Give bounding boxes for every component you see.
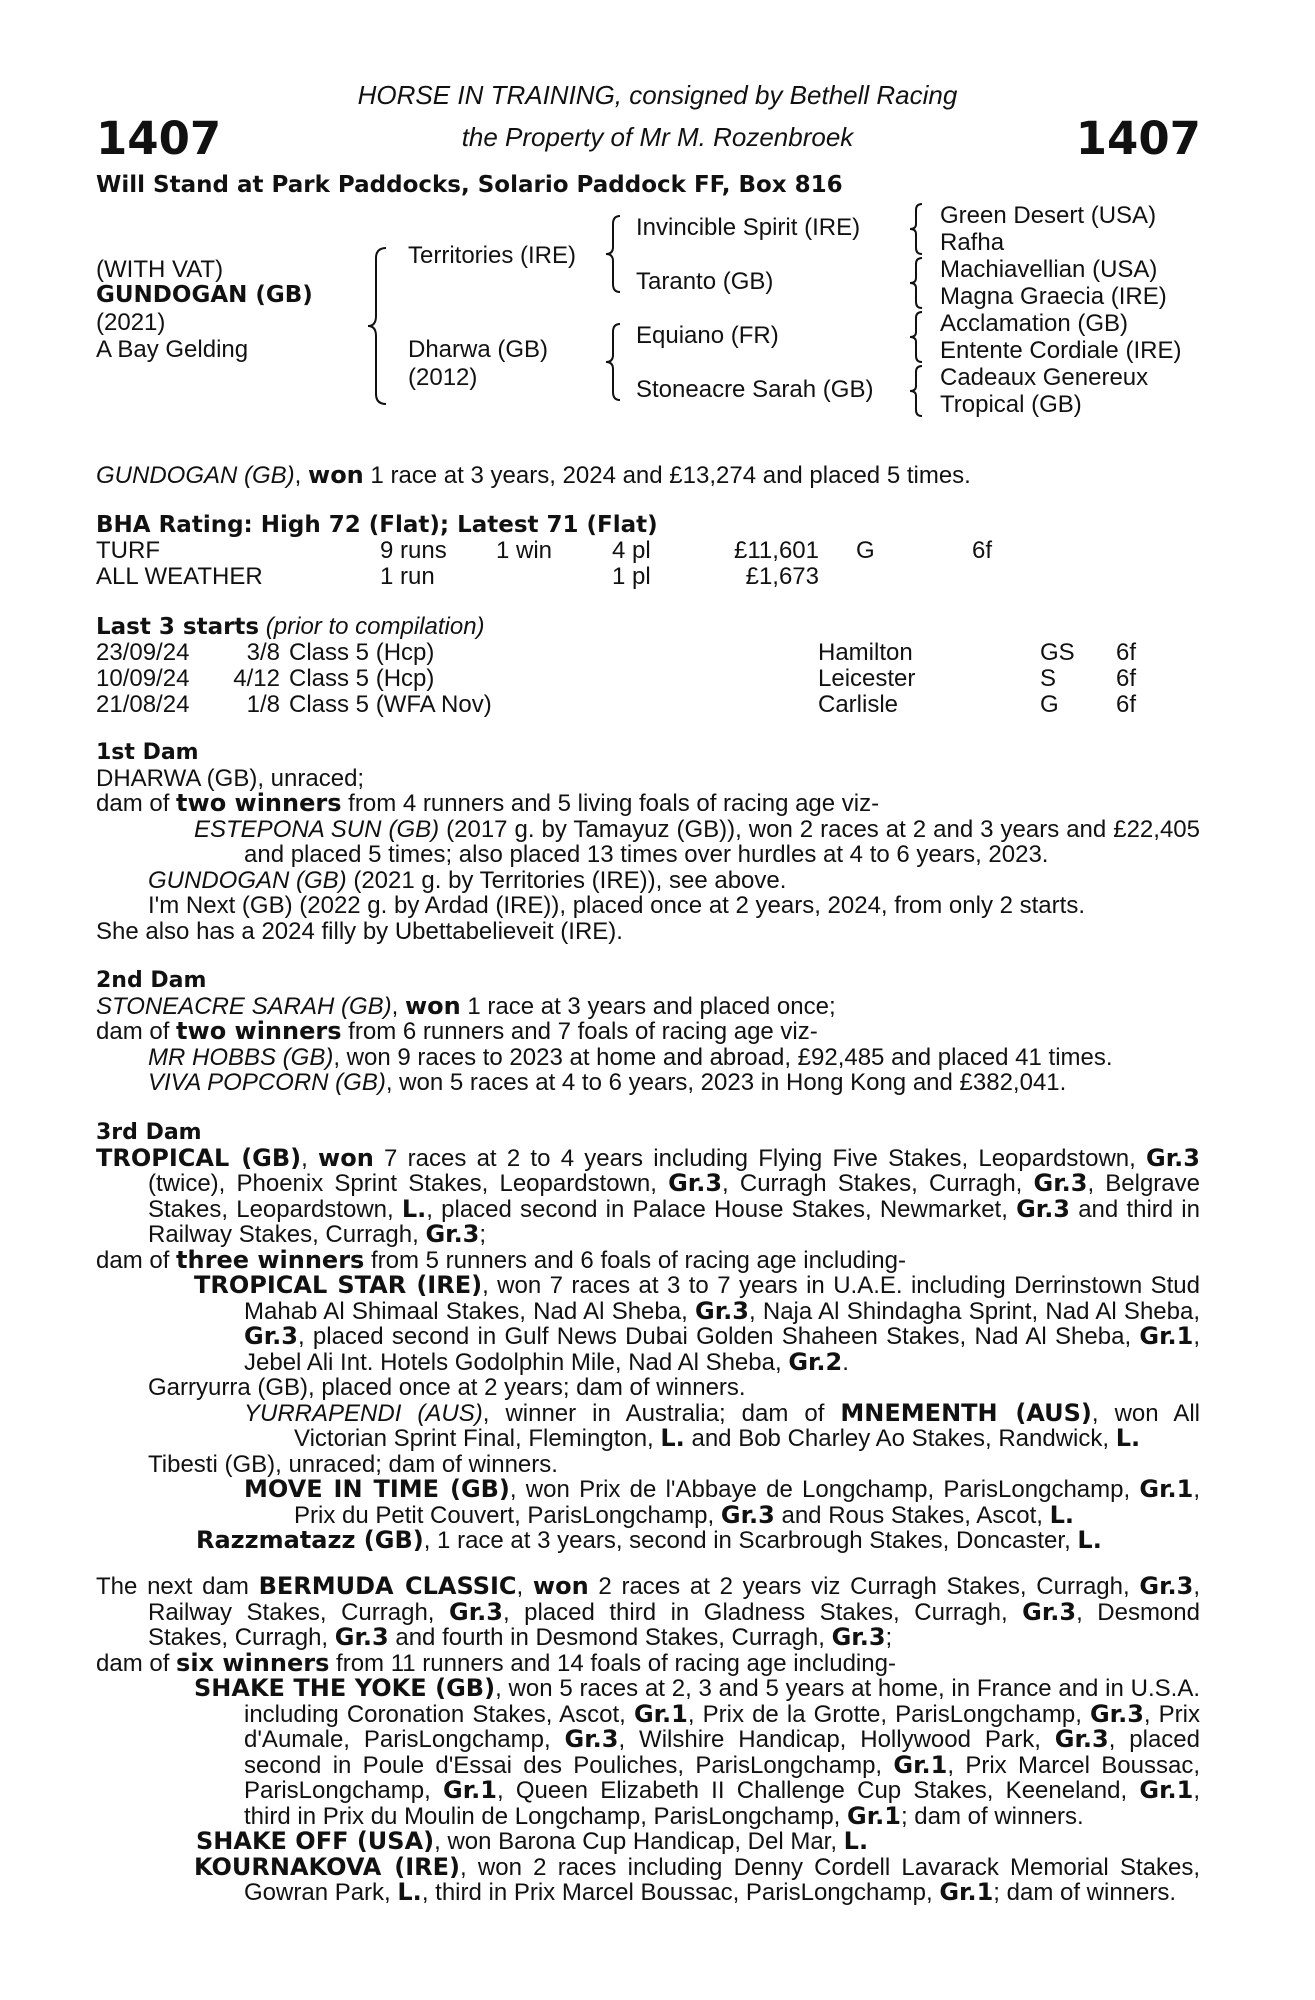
produce-entry: SHAKE THE YOKE (GB), won 5 races at 2, 3 and 5 years at home, in France and in U.S.A. including Coronation Stakes, Ascot, Gr.1, Prix de la Grotte, ParisLongchamp, Gr.3, Prix d'Aumale, ParisLongchamp, Gr.3, Wilshire Handicap, Hollywood Park, Gr.3, placed second in Poule d'Essai des Pouliches, ParisLongchamp, Gr.1, Prix Marcel Boussac, ParisLongchamp, Gr.1, Queen Elizabeth II Challenge Cup Stakes, Keeneland, Gr.1, third in Prix du Moulin de Longchamp, ParisLongchamp, Gr.1; dam of winners.: [194, 1674, 1201, 1830]
dam-line: STONEACRE SARAH (GB), won 1 race at 3 years and placed once;: [96, 991, 836, 1020]
pedigree-bracket-main: [366, 246, 390, 406]
start-position: 3/8: [246, 639, 280, 666]
produce-summary: dam of three winners from 5 runners and 6 foals of racing age including-: [96, 1245, 906, 1274]
grandproduce-entry: Razzmatazz (GB), 1 race at 3 years, second in Scarbrough Stakes, Doncaster, L.: [196, 1526, 1102, 1554]
property-line: the Property of Mr M. Rozenbroek: [461, 122, 854, 152]
produce-entry: TROPICAL STAR (IRE), won 7 races at 3 to 7 years in U.A.E. including Derrinstown Stud Mahab Al Shimaal Stakes, Nad Al Sheba, Gr.3, Naja Al Shindagha Sprint, Nad Al Sheba, Gr.3, placed second in Gulf News Dubai Golden Shaheen Stakes, Nad Al Sheba, Gr.1, Jebel Ali Int. Hotels Godolphin Mile, Nad Al Sheba, Gr.2.: [194, 1271, 1200, 1376]
g3-machiavellian: Machiavellian (USA): [940, 256, 1158, 283]
dam-line: DHARWA (GB), unraced;: [96, 764, 365, 792]
bha-rating: BHA Rating: High 72 (Flat); Latest 71 (Flat): [96, 512, 658, 538]
horse-name: GUNDOGAN (GB): [96, 282, 313, 308]
pedigree-bracket-sire: [604, 214, 624, 294]
g3-rafha: Rafha: [940, 229, 1005, 256]
g3-green-desert: Green Desert (USA): [940, 202, 1157, 229]
grandproduce-entry: YURRAPENDI (AUS), winner in Australia; dam of MNEMENTH (AUS), won All Victorian Sprint Final, Flemington, L. and Bob Charley Ao Stakes, Randwick, L.: [244, 1398, 1200, 1452]
start-going: GS: [1040, 639, 1075, 666]
start-course: Hamilton: [818, 639, 913, 666]
start-position: 1/8: [246, 691, 280, 718]
lot-number-right: 1407: [1075, 112, 1201, 165]
pedigree-bracket-3a: [908, 202, 926, 256]
produce-entry: I'm Next (GB) (2022 g. by Ardad (IRE)), placed once at 2 years, 2024, from only 2 starts.: [148, 892, 1085, 919]
summary-won: won: [308, 461, 364, 489]
produce-summary: dam of six winners from 11 runners and 14 foals of racing age including-: [96, 1648, 896, 1677]
rating-placed: 4 pl: [612, 537, 651, 564]
next-dam-section: [96, 1574, 1200, 1906]
start-race: Class 5 (WFA Nov): [289, 691, 492, 718]
rating-prize: £11,601: [734, 537, 819, 564]
pedigree-bracket-3d: [908, 364, 926, 418]
start-date: 10/09/24: [96, 665, 190, 692]
horse-year: (2021): [96, 309, 166, 336]
lot-number-left: 1407: [96, 112, 222, 165]
sire-sire: Invincible Spirit (IRE): [636, 214, 861, 241]
sire: Territories (IRE): [408, 242, 577, 269]
start-position: 4/12: [233, 665, 280, 692]
rating-placed: 1 pl: [612, 563, 651, 590]
race-summary: GUNDOGAN (GB), won 1 race at 3 years, 2024 and £13,274 and placed 5 times.: [96, 461, 971, 489]
dam-record: The next dam BERMUDA CLASSIC, won 2 races at 2 years viz Curragh Stakes, Curragh, Gr.3, Railway Stakes, Curragh, Gr.3, placed third in Gladness Stakes, Curragh, Gr.3, Desmond Stakes, Curragh, Gr.3 and fourth in Desmond Stakes, Curragh, Gr.3;: [96, 1572, 1201, 1651]
start-distance: 6f: [1116, 691, 1137, 718]
start-date: 23/09/24: [96, 639, 190, 666]
sire-dam: Taranto (GB): [636, 268, 774, 295]
rating-going: G: [856, 537, 875, 564]
rating-runs: 1 run: [380, 563, 435, 590]
dam-dam: Stoneacre Sarah (GB): [636, 376, 874, 403]
rating-surface: ALL WEATHER: [96, 563, 263, 590]
rating-distance: 6f: [972, 537, 993, 564]
start-race: Class 5 (Hcp): [289, 665, 435, 692]
pedigree-bracket-3b: [908, 256, 926, 310]
produce-summary: dam of two winners from 6 runners and 7 foals of racing age viz-: [96, 1017, 818, 1045]
third-dam-section: [96, 1120, 1200, 1554]
start-course: Carlisle: [818, 691, 899, 718]
produce-entry: KOURNAKOVA (IRE), won 2 races including Denny Cordell Lavarack Memorial Stakes, Gowran Park, L., third in Prix Marcel Boussac, ParisLongchamp, Gr.1; dam of winners.: [194, 1852, 1200, 1906]
pedigree-bracket-dam: [604, 322, 624, 402]
stand-location: Will Stand at Park Paddocks, Solario Paddock FF, Box 816: [96, 172, 843, 198]
horse-description: A Bay Gelding: [96, 336, 249, 363]
dam-record: TROPICAL (GB), won 7 races at 2 to 4 years including Flying Five Stakes, Leopardstown, Gr.3 (twice), Phoenix Sprint Stakes, Leopardstown, Gr.3, Curragh Stakes, Curragh, Gr.3, Belgrave Stakes, Leopardstown, L., placed second in Palace House Stakes, Newmarket, Gr.3 and third in Railway Stakes, Curragh, Gr.3;: [96, 1143, 1200, 1248]
g3-tropical: Tropical (GB): [940, 391, 1082, 418]
produce-entry: ESTEPONA SUN (GB) (2017 g. by Tamayuz (GB)), won 2 races at 2 and 3 years and £22,405 and placed 5 times; also placed 13 times over hurdles at 4 to 6 years, 2023.: [194, 815, 1200, 868]
start-distance: 6f: [1116, 639, 1137, 666]
section-heading: 2nd Dam: [96, 968, 207, 993]
g3-entente-cordiale: Entente Cordiale (IRE): [940, 337, 1182, 364]
produce-entry: Garryurra (GB), placed once at 2 years; dam of winners.: [148, 1374, 746, 1401]
section-heading: 1st Dam: [96, 740, 199, 765]
g3-cadeaux-genereux: Cadeaux Genereux: [940, 364, 1149, 391]
second-dam-section: [96, 968, 1200, 1096]
produce-entry: MR HOBBS (GB), won 9 races to 2023 at home and abroad, £92,485 and placed 41 times.: [148, 1043, 1113, 1071]
produce-entry: Tibesti (GB), unraced; dam of winners.: [148, 1450, 558, 1478]
start-distance: 6f: [1116, 665, 1137, 692]
start-course: Leicester: [818, 665, 916, 692]
first-dam-section: [96, 740, 1200, 944]
section-heading: 3rd Dam: [96, 1120, 202, 1145]
dam-year: (2012): [408, 364, 478, 391]
produce-summary: dam of two winners from 4 runners and 5 living foals of racing age viz-: [96, 789, 880, 817]
summary-text: 1 race at 3 years, 2024 and £13,274 and placed 5 times.: [363, 462, 971, 489]
rating-prize: £1,673: [745, 563, 819, 590]
start-race: Class 5 (Hcp): [289, 639, 435, 666]
g3-magna-graecia: Magna Graecia (IRE): [940, 283, 1167, 310]
consignment-title: HORSE IN TRAINING, consigned by Bethell Racing: [357, 80, 958, 110]
start-going: S: [1040, 665, 1057, 692]
start-going: G: [1040, 691, 1059, 718]
grandproduce-entry: SHAKE OFF (USA), won Barona Cup Handicap, Del Mar, L.: [196, 1827, 869, 1855]
vat-note: (WITH VAT): [96, 256, 224, 283]
start-date: 21/08/24: [96, 691, 190, 718]
produce-note: She also has a 2024 filly by Ubettabelieveit (IRE).: [96, 917, 623, 945]
g3-acclamation: Acclamation (GB): [940, 310, 1129, 337]
last-starts-heading: Last 3 starts (prior to compilation): [96, 613, 485, 640]
rating-wins: 1 win: [496, 537, 553, 564]
rating-runs: 9 runs: [380, 537, 447, 564]
produce-entry: GUNDOGAN (GB) (2021 g. by Territories (IRE)), see above.: [148, 866, 787, 894]
dam: Dharwa (GB): [408, 336, 549, 363]
grandproduce-entry: MOVE IN TIME (GB), won Prix de l'Abbaye de Longchamp, ParisLongchamp, Gr.1, Prix du Petit Couvert, ParisLongchamp, Gr.3 and Rous Stakes, Ascot, L.: [244, 1475, 1200, 1529]
produce-entry: VIVA POPCORN (GB), won 5 races at 4 to 6 years, 2023 in Hong Kong and £382,041.: [148, 1069, 1067, 1096]
dam-sire: Equiano (FR): [636, 322, 779, 349]
summary-horse-name: GUNDOGAN (GB): [96, 462, 295, 489]
pedigree-bracket-3c: [908, 310, 926, 364]
rating-surface: TURF: [96, 537, 160, 564]
